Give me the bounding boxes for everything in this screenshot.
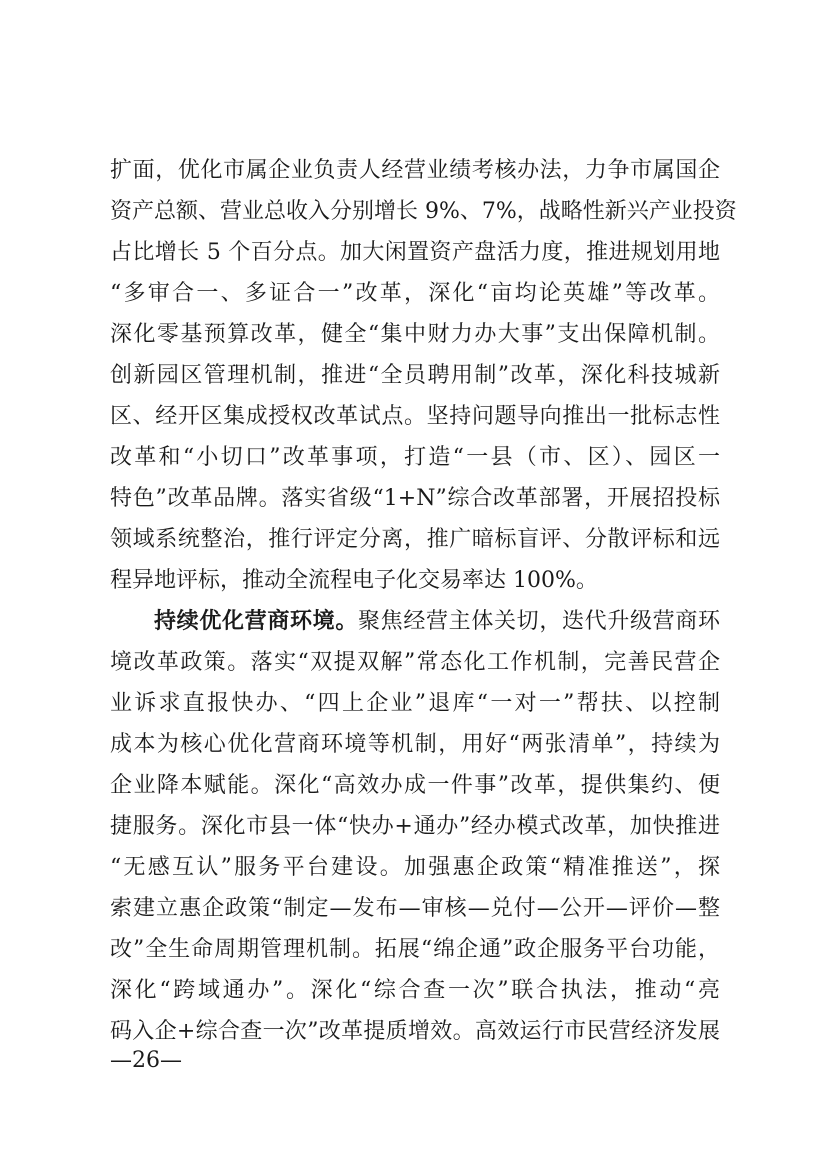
paragraph-2-line-4: 成本为核心优化营商环境等机制，用好“两张清单”，持续为 xyxy=(110,732,720,757)
paragraph-2-line-8: 索建立惠企政策“制定—发布—审核—兑付—公开—评价—整 xyxy=(110,896,720,921)
body-text xyxy=(110,150,737,1052)
paragraph-1-line-5: 深化零基预算改革，健全“集中财力办大事”支出保障机制。 xyxy=(110,322,720,347)
paragraph-1-line-3: 占比增长 5 个百分点。加大闲置资产盘活力度，推进规划用地 xyxy=(110,240,720,265)
paragraph-2-line-6: 捷服务。深化市县一体“快办+通办”经办模式改革，加快推进 xyxy=(110,814,720,839)
paragraph-1-line-1: 扩面，优化市属企业负责人经营业绩考核办法，力争市属国企 xyxy=(110,158,720,183)
paragraph-2-first-line xyxy=(110,601,720,642)
paragraph-1-line-7: 区、经开区集成授权改革试点。坚持问题导向推出一批标志性 xyxy=(110,404,720,429)
paragraph-1-line-6: 创新园区管理机制，推进“全员聘用制”改革，深化科技城新 xyxy=(110,363,720,388)
paragraph-2-line-9: 改”全生命周期管理机制。拓展“绵企通”政企服务平台功能， xyxy=(110,937,720,962)
paragraph-1-line-4: “多审合一、多证合一”改革，深化“亩均论英雄”等改革。 xyxy=(110,281,720,306)
paragraph-2-line-5: 企业降本赋能。深化“高效办成一件事”改革，提供集约、便 xyxy=(110,773,720,798)
paragraph-1-line-2: 资产总额、营业总收入分别增长 9%、7%，战略性新兴产业投资 xyxy=(110,199,737,224)
paragraph-2-line-3: 业诉求直报快办、“四上企业”退库“一对一”帮扶、以控制 xyxy=(110,691,720,716)
paragraph-2-first-line-text: 聚焦经营主体关切，迭代升级营商环 xyxy=(358,609,720,634)
paragraph-2-line-2: 境改革政策。落实“双提双解”常态化工作机制，完善民营企 xyxy=(110,650,720,675)
paragraph-2-line-7: “无感互认”服务平台建设。加强惠企政策“精准推送”，探 xyxy=(110,855,720,880)
paragraph-1-line-10: 领域系统整治，推行评定分离，推广暗标盲评、分散评标和远 xyxy=(110,527,720,552)
paragraph-1-line-11: 程异地评标，推动全流程电子化交易率达 100%。 xyxy=(110,568,598,593)
section-heading: 持续优化营商环境。 xyxy=(154,608,358,634)
page-number: —26— xyxy=(110,1048,182,1073)
paragraph-2-line-11: 码入企+综合查一次”改革提质增效。高效运行市民营经济发展 xyxy=(110,1019,720,1044)
paragraph-2-line-10: 深化“跨域通办”。深化“综合查一次”联合执法，推动“亮 xyxy=(110,978,720,1003)
paragraph-1-line-9: 特色”改革品牌。落实省级“1+N”综合改革部署，开展招投标 xyxy=(110,486,720,511)
paragraph-1-line-8: 改革和“小切口”改革事项，打造“一县（市、区）、园区一 xyxy=(110,445,720,470)
